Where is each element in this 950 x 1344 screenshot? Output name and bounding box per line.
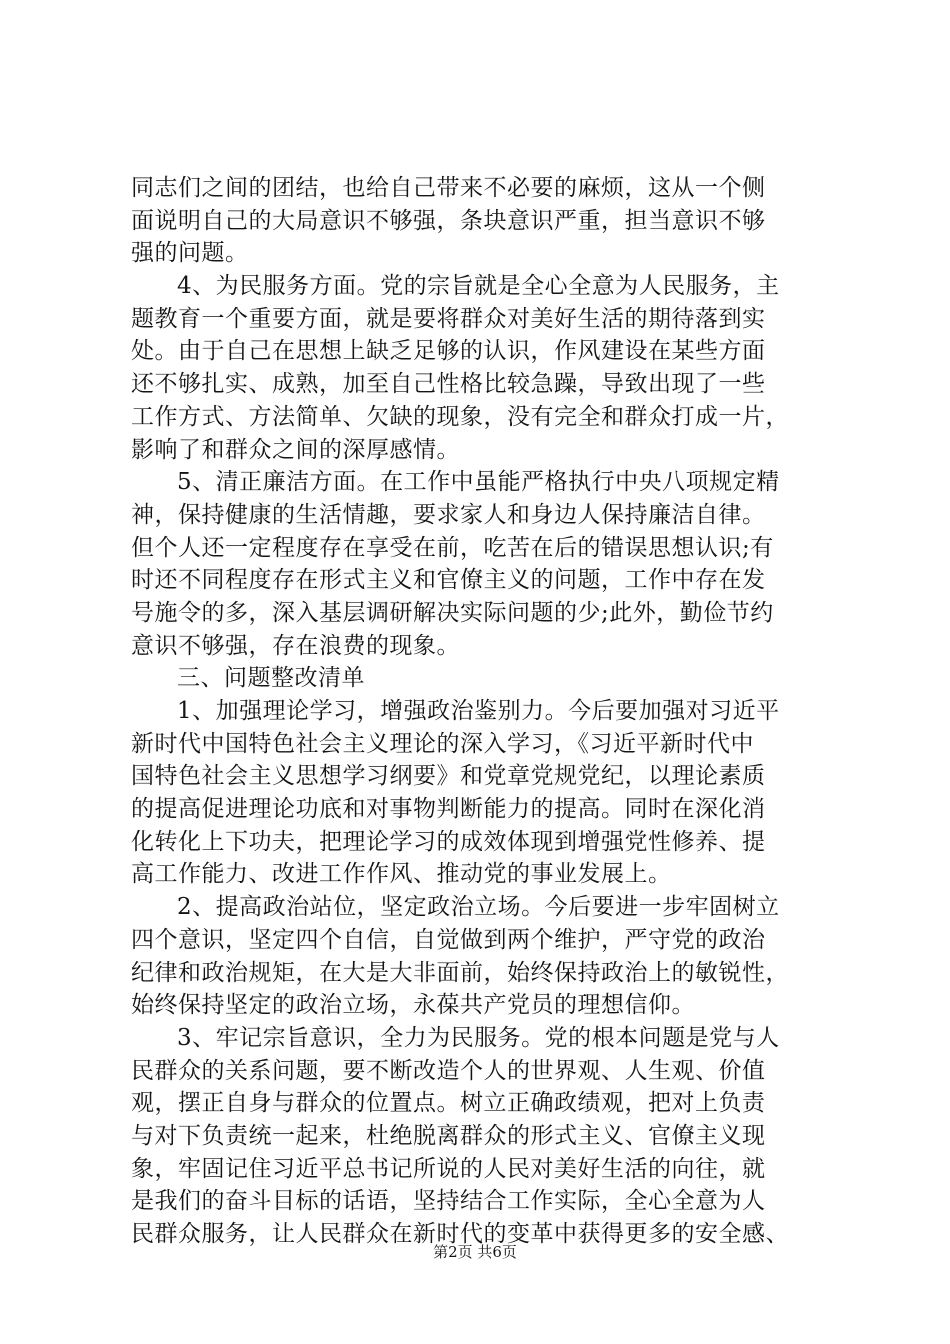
text-line: 工作方式、方法简单、欠缺的现象，没有完全和群众打成一片， bbox=[131, 403, 789, 430]
text-line: 面说明自己的大局意识不够强，条块意识严重，担当意识不够 bbox=[131, 207, 766, 234]
text-line: 民群众服务，让人民群众在新时代的变革中获得更多的安全感、 bbox=[131, 1221, 789, 1247]
text-line: 号施令的多，深入基层调研解决实际问题的少;此外，勤俭节约 bbox=[131, 599, 774, 626]
text-line: 国特色社会主义思想学习纲要》和党章党规党纪，以理论素质 bbox=[131, 763, 766, 790]
text-line: 高工作能力、改进工作作风、推动党的事业发展上。 bbox=[131, 861, 672, 888]
text-line: 神，保持健康的生活情趣，要求家人和身边人保持廉洁自律。 bbox=[131, 501, 766, 528]
text-line: 民群众的关系问题，要不断改造个人的世界观、人生观、价值 bbox=[131, 1057, 766, 1084]
text-line: 3、牢记宗旨意识，全力为民服务。党的根本问题是党与人 bbox=[177, 1024, 780, 1051]
text-line: 时还不同程度存在形式主义和官僚主义的问题，工作中存在发 bbox=[131, 567, 766, 594]
text-line: 题教育一个重要方面，就是要将群众对美好生活的期待落到实 bbox=[131, 305, 766, 332]
document-body bbox=[131, 172, 831, 1251]
text-line: 同志们之间的团结，也给自己带来不必要的麻烦，这从一个侧 bbox=[131, 175, 766, 201]
text-line: 四个意识，坚定四个自信，自觉做到两个维护，严守党的政治 bbox=[131, 926, 766, 953]
text-line: 始终保持坚定的政治立场，永葆共产党员的理想信仰。 bbox=[131, 992, 695, 1019]
text-line: 化转化上下功夫，把理论学习的成效体现到增强党性修养、提 bbox=[131, 828, 766, 855]
text-line: 2、提高政治站位，坚定政治立场。今后要进一步牢固树立 bbox=[177, 894, 780, 921]
text-line: 影响了和群众之间的深厚感情。 bbox=[131, 436, 460, 463]
text-line: 5、清正廉洁方面。在工作中虽能严格执行中央八项规定精 bbox=[177, 469, 780, 496]
text-line: 是我们的奋斗目标的话语，坚持结合工作实际，全心全意为人 bbox=[131, 1188, 766, 1215]
text-line: 4、为民服务方面。党的宗旨就是全心全意为人民服务，主 bbox=[177, 273, 780, 300]
page-footer: 第2页 共6页 bbox=[433, 1243, 517, 1261]
text-line: 处。由于自己在思想上缺乏足够的认识，作风建设在某些方面 bbox=[131, 338, 766, 365]
text-line: 但个人还一定程度存在享受在前，吃苦在后的错误思想认识;有 bbox=[131, 534, 774, 561]
text-line: 象，牢固记住习近平总书记所说的人民对美好生活的向往，就 bbox=[131, 1155, 766, 1182]
text-line: 与对下负责统一起来，杜绝脱离群众的形式主义、官僚主义现 bbox=[131, 1122, 766, 1149]
text-line: 强的问题。 bbox=[131, 240, 249, 267]
text-line: 三、问题整改清单 bbox=[177, 665, 365, 692]
text-line: 1、加强理论学习，增强政治鉴别力。今后要加强对习近平 bbox=[177, 698, 780, 724]
text-line: 观，摆正自身与群众的位置点。树立正确政绩观，把对上负责 bbox=[131, 1090, 766, 1117]
text-line: 纪律和政治规矩，在大是大非面前，始终保持政治上的敏锐性， bbox=[131, 959, 789, 986]
text-line: 还不够扎实、成熟，加至自己性格比较急躁，导致出现了一些 bbox=[131, 371, 766, 398]
text-line: 意识不够强，存在浪费的现象。 bbox=[131, 632, 460, 659]
text-line: 新时代中国特色社会主义理论的深入学习，《习近平新时代中 bbox=[131, 730, 754, 757]
text-line: 的提高促进理论功底和对事物判断能力的提高。同时在深化消 bbox=[131, 796, 766, 823]
